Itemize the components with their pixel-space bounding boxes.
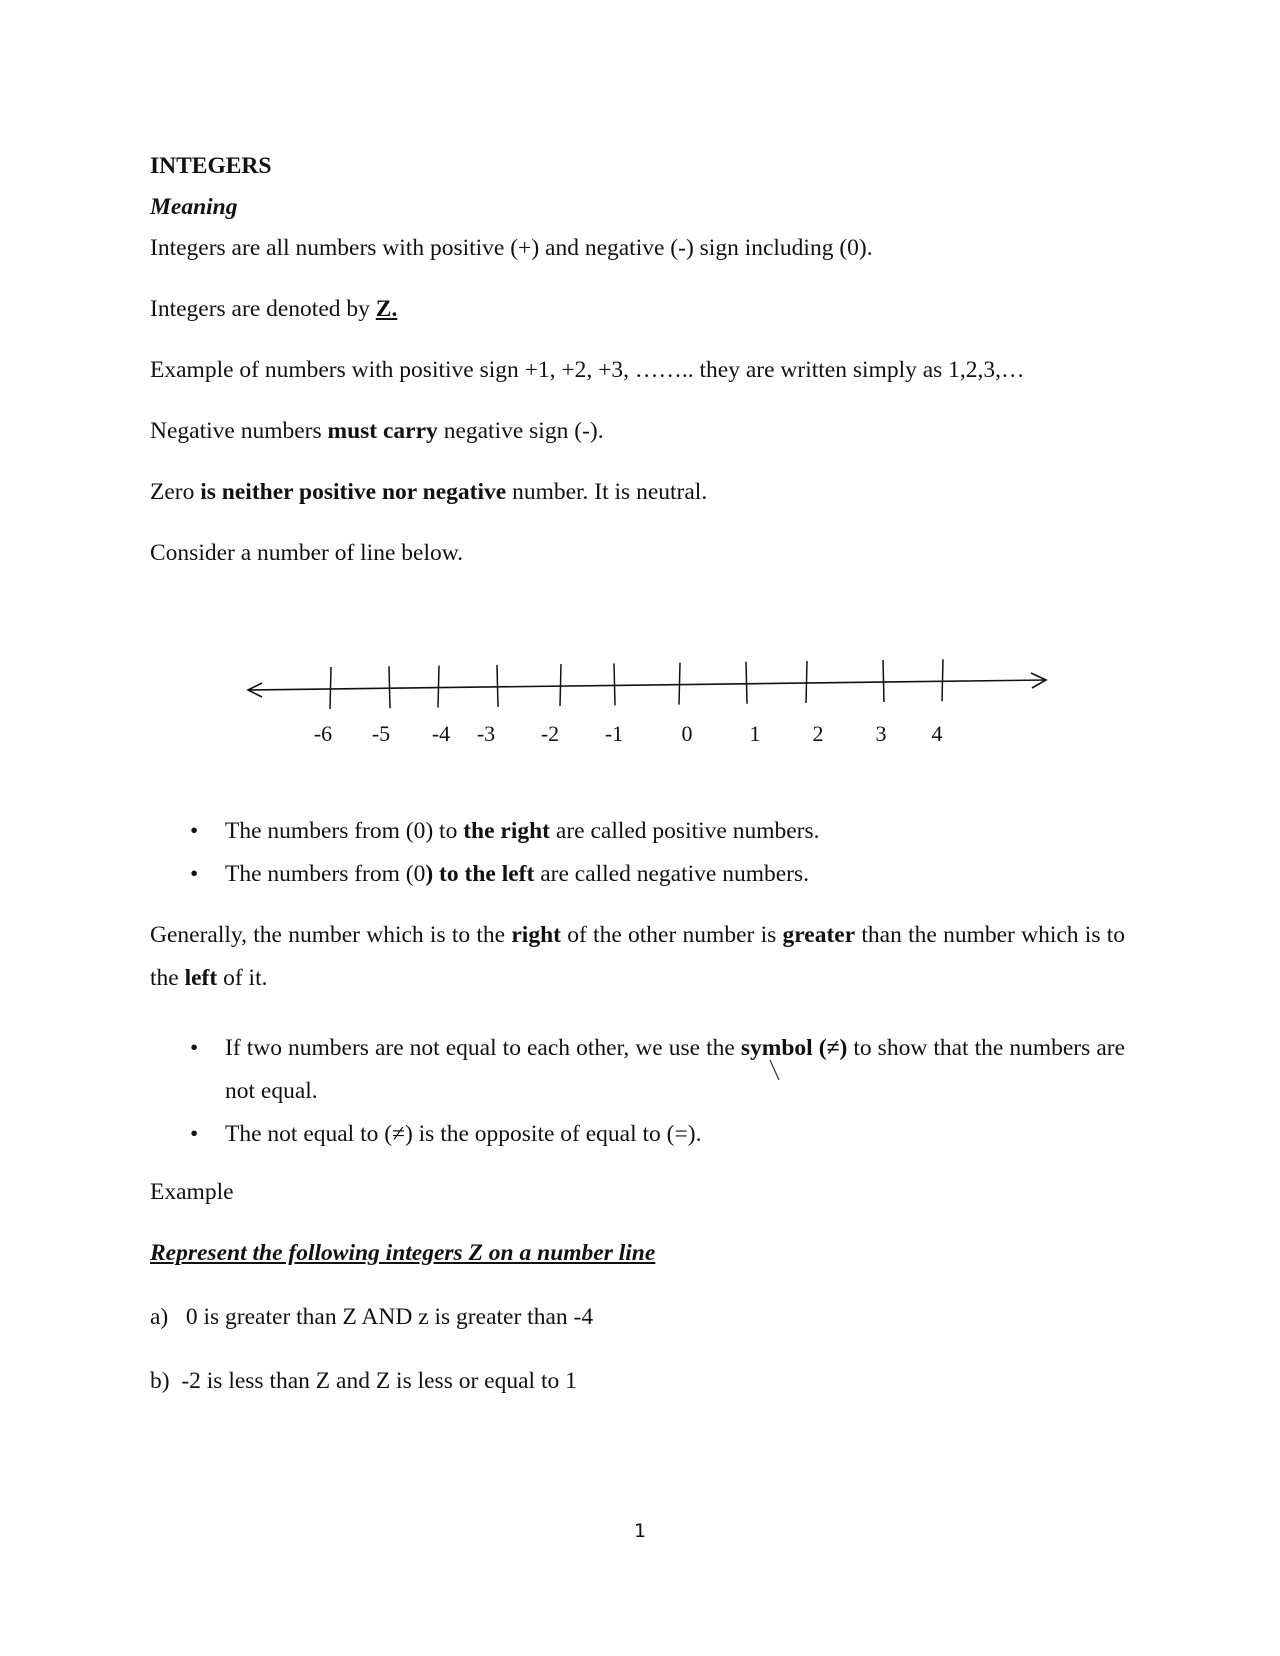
bullet-text-bold: the right xyxy=(463,818,551,844)
number-line-figure xyxy=(0,640,1280,760)
bullet-text-post: to show that the numbers are not equal. xyxy=(225,1035,1126,1104)
paragraph-general xyxy=(150,914,1125,1000)
number-line-tick xyxy=(497,665,498,707)
number-line-tick xyxy=(806,661,807,703)
negative-text-bold: must carry xyxy=(327,418,438,444)
bullet-text-bold: symbol (≠) xyxy=(740,1035,848,1061)
general-text: of the other number is xyxy=(560,922,783,948)
paragraph-zero xyxy=(150,478,1125,506)
general-text: Generally, the number which is to the xyxy=(150,922,512,948)
bullet-text-bold: ) to the left xyxy=(425,861,535,887)
number-line-tick xyxy=(560,664,561,706)
paragraph-consider: Consider a number of line below. xyxy=(150,540,464,566)
zero-text-bold: is neither positive nor negative xyxy=(200,479,507,505)
general-bold-right: right xyxy=(511,922,561,948)
number-line-label: -4 xyxy=(431,721,451,746)
number-line-tick xyxy=(614,663,615,705)
zero-text-post: number. It is neutral. xyxy=(506,479,708,505)
task-b: b) -2 is less than Z and Z is less or equal to 1 xyxy=(150,1368,577,1394)
general-text: of it. xyxy=(217,965,268,991)
number-line-tick xyxy=(330,667,331,709)
task-title: Represent the following integers Z on a number line xyxy=(150,1240,656,1266)
paragraph-negative xyxy=(150,417,1125,445)
number-line-axis xyxy=(248,680,1046,690)
number-line-tick xyxy=(389,666,390,708)
number-line-label: 1 xyxy=(749,721,761,746)
number-line-tick xyxy=(438,666,439,708)
z-symbol: Z. xyxy=(375,296,398,322)
page-title: INTEGERS xyxy=(150,153,272,179)
negative-text-pre: Negative numbers xyxy=(150,418,328,444)
number-line-label: -3 xyxy=(476,721,496,746)
bullet-text-pre: The not equal to (≠) is the opposite of equal to (=). xyxy=(225,1121,702,1147)
bullet-text-post: are called positive numbers. xyxy=(550,818,820,844)
general-text: than the number which is to the xyxy=(150,922,1125,991)
general-bold-greater: greater xyxy=(782,922,856,948)
bullet-text-pre: The numbers from (0 xyxy=(225,861,426,887)
number-line-label: 3 xyxy=(875,721,887,746)
zero-text-pre: Zero xyxy=(150,479,201,505)
number-line-label: -1 xyxy=(604,721,624,746)
bullet-text-pre: The numbers from (0) to xyxy=(225,818,464,844)
example-label: Example xyxy=(150,1179,234,1205)
number-line-label: 2 xyxy=(812,721,824,746)
bullet-text-post: are called negative numbers. xyxy=(534,861,810,887)
section-subheading: Meaning xyxy=(150,194,238,220)
paragraph-definition: Integers are all numbers with positive (+) and negative (-) sign including (0). xyxy=(150,235,873,261)
number-line-label: 4 xyxy=(931,721,943,746)
number-line-tick xyxy=(746,662,747,704)
denotation-text: Integers are denoted by xyxy=(150,296,376,322)
general-bold-left: left xyxy=(184,965,218,991)
bullet-dot: • xyxy=(190,818,199,844)
paragraph-denotation xyxy=(150,295,1125,323)
bullet-text-pre: If two numbers are not equal to each other, we use the xyxy=(225,1035,741,1061)
task-a: a) 0 is greater than Z AND z is greater than -4 xyxy=(150,1304,594,1330)
bullet-dot: • xyxy=(190,1035,199,1061)
stray-pen-mark xyxy=(768,1058,782,1084)
number-line-tick xyxy=(883,660,884,702)
number-line-label: 0 xyxy=(681,721,693,746)
negative-text-post: negative sign (-). xyxy=(437,418,604,444)
paragraph-positive-example: Example of numbers with positive sign +1, +2, +3, …….. they are written simply as 1,2,3,… xyxy=(150,357,1025,383)
number-line-label: -2 xyxy=(540,721,560,746)
number-line-label: -5 xyxy=(371,721,391,746)
bullet-dot: • xyxy=(190,861,199,887)
page-number: 1 xyxy=(633,1520,647,1542)
number-line-tick xyxy=(942,659,943,701)
number-line-label: -6 xyxy=(313,721,333,746)
bullet-dot: • xyxy=(190,1121,199,1147)
number-line-tick xyxy=(679,663,680,705)
